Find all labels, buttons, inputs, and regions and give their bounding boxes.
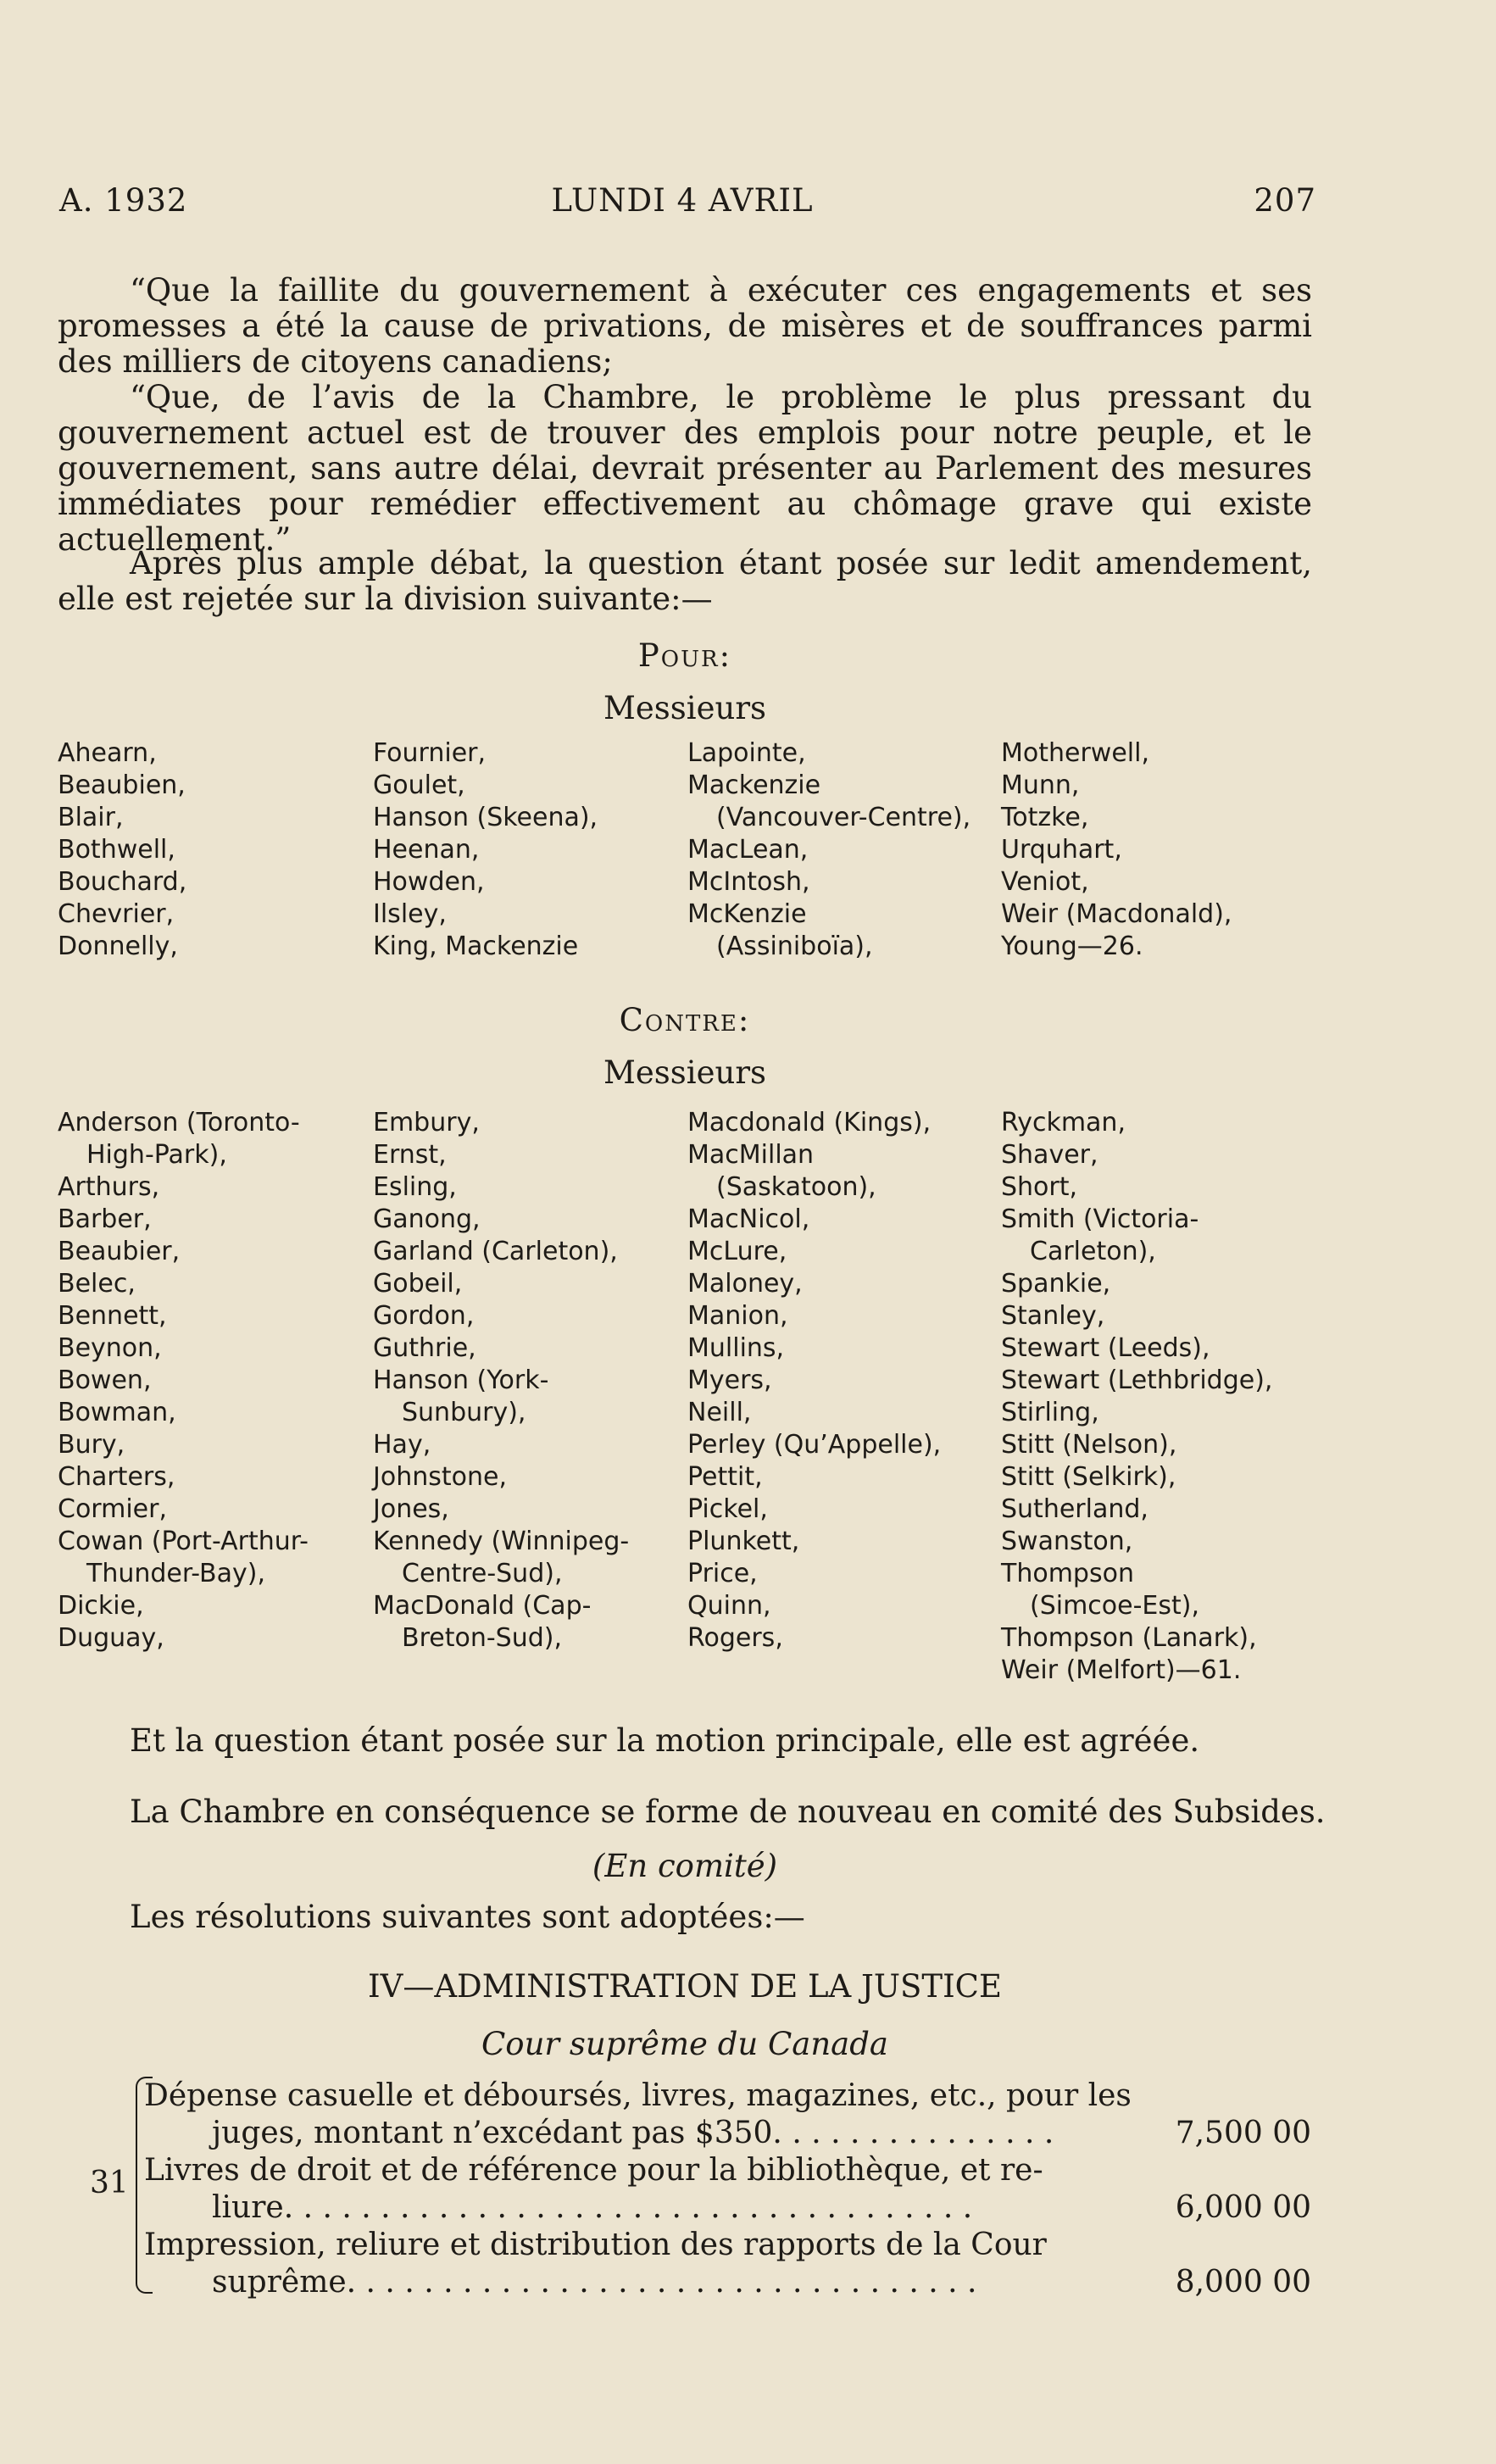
member-name: MacMillan [687, 1140, 815, 1170]
member-name: Garland (Carleton), [373, 1237, 618, 1266]
member-name: Totzke, [1001, 803, 1089, 832]
member-name: (Assiniboïa), [716, 932, 873, 961]
pour-column-1 [58, 737, 186, 963]
member-name: Myers, [687, 1365, 772, 1395]
contre-column-2 [373, 1107, 629, 1655]
debate-text: Après plus ample débat, la question étant posée sur ledit amendement, elle est rejetée sur la division suivante:— [58, 545, 1312, 617]
member-name: McLure, [687, 1237, 787, 1266]
page-number: 207 [1254, 182, 1316, 219]
item-1-amount: 7,500 00 [1175, 2116, 1311, 2150]
item-2-line-1: Livres de droit et de référence pour la bibliothèque, et re- [144, 2153, 1043, 2188]
member-name: Pettit, [687, 1462, 763, 1492]
member-name: Lapointe, [687, 738, 806, 768]
member-name: Short, [1001, 1172, 1078, 1202]
member-name: Thompson (Lanark), [1001, 1623, 1257, 1653]
member-name: Sunbury), [402, 1398, 526, 1427]
member-name: Howden, [373, 867, 485, 897]
member-name: McIntosh, [687, 867, 810, 897]
member-name: Stanley, [1001, 1301, 1105, 1331]
member-name: Macdonald (Kings), [687, 1108, 932, 1137]
member-name: Plunkett, [687, 1527, 800, 1556]
member-name: Barber, [58, 1204, 152, 1234]
member-name: King, Mackenzie [373, 932, 579, 961]
member-name: Donnelly, [58, 932, 178, 961]
motion-agreed-text: Et la question étant posée sur la motion principale, elle est agréée. [130, 1722, 1200, 1759]
member-name: Ernst, [373, 1140, 447, 1170]
contre-column-3 [687, 1107, 941, 1655]
member-name: Chevrier, [58, 899, 175, 929]
member-name: (Vancouver-Centre), [716, 803, 971, 832]
member-name: Charters, [58, 1462, 175, 1492]
contre-column-4 [1001, 1107, 1272, 1687]
member-name: Hanson (Skeena), [373, 803, 598, 832]
member-name: High-Park), [86, 1140, 227, 1170]
item-2-line-2: liure. . . . . . . . . . . . . . . . . . . . . . . . . . . . . . . . . . . . [212, 2190, 973, 2225]
member-name: Breton-Sud), [402, 1623, 563, 1653]
member-name: Maloney, [687, 1269, 803, 1299]
member-name: Young—26. [1001, 932, 1143, 961]
member-name: Kennedy (Winnipeg- [373, 1527, 630, 1556]
member-name: Perley (Qu’Appelle), [687, 1430, 942, 1460]
member-name: Guthrie, [373, 1333, 476, 1363]
member-name: (Simcoe-Est), [1030, 1591, 1200, 1621]
member-name: Sutherland, [1001, 1494, 1148, 1524]
member-name: Embury, [373, 1108, 480, 1137]
member-name: Mullins, [687, 1333, 785, 1363]
pour-subheading: Messieurs [603, 690, 766, 726]
member-name: Ryckman, [1001, 1108, 1126, 1137]
quote-paragraph-1: “Que la faillite du gouvernement à exécuter ces engagements et ses promesses a été la cause de privations, de misères et de souffrances parmi des milliers de citoyens canadiens; [58, 272, 1312, 380]
member-name: Blair, [58, 803, 124, 832]
item-2-amount: 6,000 00 [1175, 2190, 1311, 2225]
member-name: Thompson [1001, 1559, 1134, 1588]
member-name: Cowan (Port-Arthur- [58, 1527, 309, 1556]
section-title: IV—ADMINISTRATION DE LA JUSTICE [367, 1968, 1003, 2005]
member-name: Gordon, [373, 1301, 475, 1331]
member-name: McKenzie [687, 899, 807, 929]
member-name: MacNicol, [687, 1204, 810, 1234]
member-name: Price, [687, 1559, 758, 1588]
member-name: Manion, [687, 1301, 788, 1331]
contre-heading: Contre: [619, 1002, 751, 1038]
header-date: LUNDI 4 AVRIL [551, 182, 814, 219]
member-name: Bennett, [58, 1301, 167, 1331]
pour-heading: Pour: [637, 637, 732, 674]
item-3-line-1: Impression, reliure et distribution des rapports de la Cour [144, 2228, 1047, 2262]
member-name: Stewart (Leeds), [1001, 1333, 1210, 1363]
member-name: Motherwell, [1001, 738, 1150, 768]
vote-number: 31 [90, 2166, 129, 2200]
member-name: Neill, [687, 1398, 752, 1427]
member-name: Bowman, [58, 1398, 176, 1427]
member-name: Rogers, [687, 1623, 783, 1653]
pour-column-2 [373, 737, 598, 963]
member-name: Hay, [373, 1430, 431, 1460]
member-name: MacDonald (Cap- [373, 1591, 592, 1621]
member-name: Veniot, [1001, 867, 1089, 897]
member-name: Centre-Sud), [402, 1559, 563, 1588]
member-name: (Saskatoon), [716, 1172, 876, 1202]
member-name: Quinn, [687, 1591, 771, 1621]
member-name: Beynon, [58, 1333, 162, 1363]
pour-column-4 [1001, 737, 1232, 963]
quote-paragraph-2: “Que, de l’avis de la Chambre, le problème le plus pressant du gouvernement actuel est de trouver des emplois pour notre peuple, et le gouvernement, sans autre délai, devrait présenter au Parlement des mesures immédiates pour remédier effectivement au chômage grave qui existe actuellement.” [58, 379, 1312, 558]
pour-column-3 [687, 737, 970, 963]
member-name: Bowen, [58, 1365, 152, 1395]
member-name: Stirling, [1001, 1398, 1099, 1427]
member-name: Stewart (Lethbridge), [1001, 1365, 1273, 1395]
member-name: Fournier, [373, 738, 487, 768]
item-1-line-2: juges, montant n’excédant pas $350. . . . . . . . . . . . . . . [212, 2116, 1054, 2150]
member-name: Cormier, [58, 1494, 167, 1524]
member-name: Ahearn, [58, 738, 157, 768]
member-name: Duguay, [58, 1623, 164, 1653]
contre-subheading: Messieurs [603, 1054, 766, 1091]
member-name: Bouchard, [58, 867, 187, 897]
en-comite-label: (En comité) [592, 1848, 778, 1884]
member-name: Arthurs, [58, 1172, 160, 1202]
member-name: Shaver, [1001, 1140, 1098, 1170]
member-name: Bothwell, [58, 835, 175, 865]
member-name: Bury, [58, 1430, 125, 1460]
member-name: Swanston, [1001, 1527, 1133, 1556]
contre-column-1 [58, 1107, 309, 1655]
member-name: Jones, [373, 1494, 449, 1524]
member-name: Johnstone, [373, 1462, 507, 1492]
member-name: Munn, [1001, 770, 1080, 800]
member-name: Carleton), [1030, 1237, 1156, 1266]
member-name: Heenan, [373, 835, 480, 865]
item-3-line-2: suprême. . . . . . . . . . . . . . . . . . . . . . . . . . . . . . . . . [212, 2265, 977, 2300]
member-name: Gobeil, [373, 1269, 463, 1299]
member-name: Weir (Macdonald), [1001, 899, 1232, 929]
member-name: Spankie, [1001, 1269, 1111, 1299]
member-name: Esling, [373, 1172, 457, 1202]
member-name: Belec, [58, 1269, 136, 1299]
member-name: Goulet, [373, 770, 465, 800]
member-name: Stitt (Selkirk), [1001, 1462, 1176, 1492]
member-name: Dickie, [58, 1591, 144, 1621]
item-3-amount: 8,000 00 [1175, 2265, 1311, 2300]
member-name: Mackenzie [687, 770, 821, 800]
committee-text: La Chambre en conséquence se forme de nouveau en comité des Subsides. [130, 1794, 1326, 1830]
member-name: Smith (Victoria- [1001, 1204, 1199, 1234]
debate-paragraph [58, 546, 1312, 617]
member-name: Anderson (Toronto- [58, 1108, 300, 1137]
item-1-line-1: Dépense casuelle et déboursés, livres, magazines, etc., pour les [144, 2078, 1132, 2113]
member-name: Pickel, [687, 1494, 768, 1524]
member-name: Thunder-Bay), [86, 1559, 265, 1588]
member-name: Beaubier, [58, 1237, 181, 1266]
member-name: Hanson (York- [373, 1365, 549, 1395]
member-name: Urquhart, [1001, 835, 1122, 865]
quoted-motion [58, 273, 1312, 558]
section-subtitle: Cour suprême du Canada [481, 2026, 888, 2062]
resolutions-text: Les résolutions suivantes sont adoptées:— [130, 1899, 805, 1935]
member-name: Ilsley, [373, 899, 447, 929]
header-session: A. 1932 [59, 182, 188, 219]
member-name: Ganong, [373, 1204, 481, 1234]
member-name: MacLean, [687, 835, 809, 865]
member-name: Weir (Melfort)—61. [1001, 1655, 1242, 1685]
member-name: Beaubien, [58, 770, 186, 800]
member-name: Stitt (Nelson), [1001, 1430, 1177, 1460]
